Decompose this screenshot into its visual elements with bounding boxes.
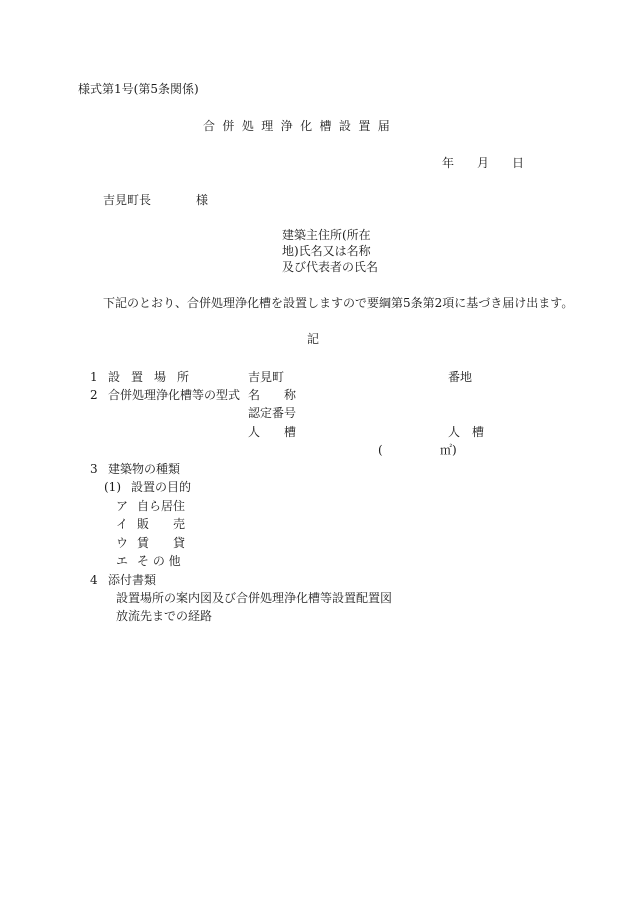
item-2-number: 2 [90, 388, 98, 402]
applicant-line-2: 地)氏名又は名称 [282, 244, 371, 258]
option-text: 販 売 [137, 517, 186, 531]
item-4-doc-1: 設置場所の案内図及び合併処理浄化槽等設置配置図 [116, 591, 393, 605]
option-letter: エ [116, 554, 129, 568]
item-2-label: 合併処理浄化槽等の型式 [108, 388, 241, 402]
item-3-sub-label: 設置の目的 [131, 480, 192, 494]
item-2-paren-open: ( [378, 443, 383, 457]
document-title: 合 併 処 理 浄 化 槽 設 置 届 [203, 119, 392, 133]
date-month: 月 [477, 156, 490, 170]
ki-marker: 記 [307, 332, 320, 346]
item-2-cert-label: 認定番号 [248, 406, 297, 420]
option-letter: ウ [116, 536, 129, 550]
item-1-value: 吉見町 [248, 370, 285, 384]
item-2-person-suffix: 人 槽 [448, 425, 485, 439]
option-letter: イ [116, 517, 129, 531]
item-4-number: 4 [90, 573, 98, 587]
option-text: 賃 貸 [137, 536, 186, 550]
item-1-suffix: 番地 [448, 370, 473, 384]
item-2-area-unit: ㎡) [440, 443, 457, 457]
item-1-label: 設 置 場 所 [108, 370, 193, 384]
item-3-sub-number: (1) [104, 480, 121, 494]
applicant-line-1: 建築主住所(所在 [282, 228, 371, 242]
addressee-name: 吉見町長 [103, 193, 152, 207]
applicant-line-3: 及び代表者の氏名 [282, 260, 379, 274]
item-4-doc-2: 放流先までの経路 [116, 609, 213, 623]
item-1-number: 1 [90, 370, 98, 384]
item-4-label: 添付書類 [108, 573, 157, 587]
date-day: 日 [512, 156, 525, 170]
option-text: 自ら居住 [137, 499, 186, 513]
option-letter: ア [116, 499, 129, 513]
item-3-label: 建築物の種類 [108, 462, 181, 476]
option-text: そ の 他 [137, 554, 181, 568]
item-2-person-label: 人 槽 [248, 425, 297, 439]
form-number: 様式第1号(第5条関係) [78, 82, 199, 96]
intro-text: 下記のとおり、合併処理浄化槽を設置しますので要綱第5条第2項に基づき届け出ます。 [103, 296, 574, 310]
date-year: 年 [442, 156, 455, 170]
item-2-name-label: 名 称 [248, 388, 297, 402]
addressee-honorific: 様 [196, 193, 209, 207]
item-3-number: 3 [90, 462, 98, 476]
